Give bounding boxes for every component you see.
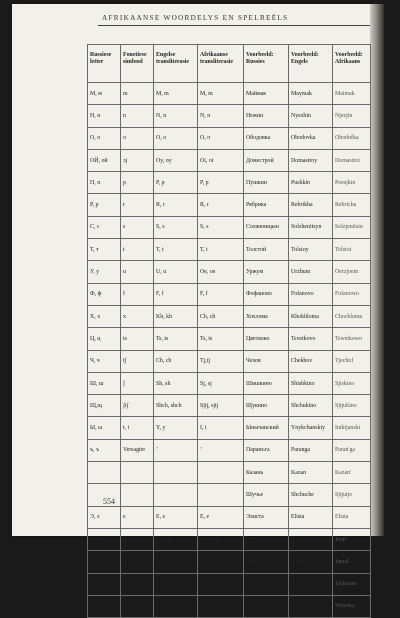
cell-english-transliteration: F, f	[154, 283, 198, 305]
table-row	[88, 239, 371, 261]
cell-example-russian: Фофаново	[244, 283, 289, 305]
cell-example-afrikaans: Jamal	[333, 551, 371, 573]
cell-russian-letter: О, о	[88, 127, 121, 149]
cell-example-afrikaans: Fofanowo	[333, 283, 371, 305]
cell-afrikaans-transliteration: Ja, ja	[198, 551, 244, 573]
cell-example-russian: Шишкино	[244, 372, 289, 394]
cell-russian-letter: ОЙ, ой	[88, 149, 121, 171]
cell-english-transliteration: ʼ	[154, 439, 198, 461]
cell-example-russian: Рябрика	[244, 194, 289, 216]
cell-afrikaans-transliteration: M, m	[198, 83, 244, 105]
cell-example-afrikaans: Joeri	[333, 528, 371, 550]
cell-example-russian: Щукино	[244, 395, 289, 417]
cell-example-russian: Ынычанский	[244, 417, 289, 439]
cell-example-afrikaans: Chochloma	[333, 305, 371, 327]
cell-example-russian: Солженицын	[244, 216, 289, 238]
table-row	[88, 172, 371, 194]
cell-english-transliteration: Oy, oy	[154, 149, 198, 171]
cell-example-afrikaans: Tjechof	[333, 350, 371, 372]
cell-example-russian: Ободовка	[244, 127, 289, 149]
cell-example-english: Khokhloma	[289, 305, 333, 327]
table-row	[88, 305, 371, 327]
cell-english-transliteration: Kh, kh	[154, 305, 198, 327]
cell-example-english: Fofanovo	[289, 283, 333, 305]
cell-phonetic-symbol: o	[121, 127, 154, 149]
cell-phonetic-symbol: ju	[121, 528, 154, 550]
table-row	[88, 417, 371, 439]
cell-phonetic-symbol: n	[121, 105, 154, 127]
cell-example-english: Tolstoy	[289, 239, 333, 261]
cell-russian-letter: Р, р	[88, 194, 121, 216]
cell-example-afrikaans: Oerzjoem	[333, 261, 371, 283]
cell-example-russian: Чехов	[244, 350, 289, 372]
cell-afrikaans-transliteration: Oe, oe	[198, 261, 244, 283]
cell-phonetic-symbol: p	[121, 172, 154, 194]
cell-english-transliteration: O, o	[154, 127, 198, 149]
table-row	[88, 328, 371, 350]
cell-russian-letter	[88, 573, 121, 595]
cell-example-english: Rebrikha	[289, 194, 333, 216]
cell-example-afrikaans: Paran'ga	[333, 439, 371, 461]
cell-example-russian: Нежин	[244, 105, 289, 127]
cell-english-transliteration: R, r	[154, 194, 198, 216]
cell-example-english: Yuri	[289, 528, 333, 550]
cell-english-transliteration: P, p	[154, 172, 198, 194]
cell-example-russian: Доместрой	[244, 149, 289, 171]
cell-phonetic-symbol	[121, 595, 154, 617]
cell-example-afrikaans: Poesjkin	[333, 172, 371, 194]
cell-example-english: Shchuche	[289, 484, 333, 506]
column-header-afrikaans-transliteration: Afrikaanse transliterasie	[198, 45, 244, 83]
table-row	[88, 462, 371, 484]
cell-afrikaans-transliteration	[198, 462, 244, 484]
cell-english-transliteration: Yu, yu	[154, 528, 198, 550]
cell-phonetic-symbol: u	[121, 261, 154, 283]
table-row	[88, 127, 371, 149]
table-row	[88, 261, 371, 283]
cell-afrikaans-transliteration	[198, 573, 244, 595]
cell-russian-letter: Ц, ц	[88, 328, 121, 350]
cell-afrikaans-transliteration: Ts, ts	[198, 328, 244, 350]
cell-afrikaans-transliteration	[198, 595, 244, 617]
cell-russian-letter: Ф, ф	[88, 283, 121, 305]
cell-example-english: Tsvetkovo	[289, 328, 333, 350]
cell-example-english: Nyezhin	[289, 105, 333, 127]
cell-english-transliteration	[154, 484, 198, 506]
cell-example-afrikaans: Kazan'	[333, 462, 371, 484]
cell-phonetic-symbol	[121, 462, 154, 484]
cell-russian-letter: М, м	[88, 83, 121, 105]
cell-example-english: Obodovka	[289, 127, 333, 149]
cell-example-english: Ynykchanskiy	[289, 417, 333, 439]
cell-russian-letter: Я, я	[88, 551, 121, 573]
cell-afrikaans-transliteration: Tj,tj	[198, 350, 244, 372]
cell-english-transliteration: N, n	[154, 105, 198, 127]
cell-russian-letter	[88, 462, 121, 484]
cell-russian-letter: С, с	[88, 216, 121, 238]
cell-phonetic-symbol: ts	[121, 328, 154, 350]
cell-english-transliteration: S, s	[154, 216, 198, 238]
cell-example-afrikaans: Sjtjutje	[333, 484, 371, 506]
cell-russian-letter: Щ,щ	[88, 395, 121, 417]
table-row	[88, 283, 371, 305]
cell-english-transliteration: Sh, sh	[154, 372, 198, 394]
cell-phonetic-symbol: e	[121, 506, 154, 528]
column-header-example-afrikaans: Voorbeeld: Afrikaans	[333, 45, 371, 83]
table-row	[88, 350, 371, 372]
table-row	[88, 216, 371, 238]
cell-example-russian: Пушкин	[244, 172, 289, 194]
cell-afrikaans-transliteration: Ch, ch	[198, 305, 244, 327]
cell-english-transliteration: Ts, ts	[154, 328, 198, 350]
cell-example-afrikaans: Jazjawan	[333, 573, 371, 595]
cell-afrikaans-transliteration: T, t	[198, 239, 244, 261]
cell-phonetic-symbol: ja	[121, 551, 154, 573]
cell-phonetic-symbol: s	[121, 216, 154, 238]
table-row	[88, 395, 371, 417]
cell-phonetic-symbol: tʃ	[121, 350, 154, 372]
cell-afrikaans-transliteration: Sjtj, sjtj	[198, 395, 244, 417]
cell-afrikaans-transliteration	[198, 484, 244, 506]
cell-example-russian: Юри	[244, 528, 289, 550]
cell-example-afrikaans: Elista	[333, 506, 371, 528]
cell-example-afrikaans: Obodofka	[333, 127, 371, 149]
cell-example-afrikaans: Maimak	[333, 83, 371, 105]
cell-example-russian: Вязьма	[244, 595, 289, 617]
cell-afrikaans-transliteration: F, f	[198, 283, 244, 305]
cell-example-english: Paranga	[289, 439, 333, 461]
cell-russian-letter	[88, 595, 121, 617]
cell-phonetic-symbol: ʃ	[121, 372, 154, 394]
cell-russian-letter: Ш, ш	[88, 372, 121, 394]
table-row	[88, 439, 371, 461]
cell-example-afrikaans: Tolstoi	[333, 239, 371, 261]
cell-example-english: Shchukino	[289, 395, 333, 417]
cell-example-afrikaans: Sjiskino	[333, 372, 371, 394]
cell-russian-letter: Т, т	[88, 239, 121, 261]
cell-russian-letter: Х, х	[88, 305, 121, 327]
cell-phonetic-symbol	[121, 573, 154, 595]
cell-english-transliteration: E, e	[154, 506, 198, 528]
column-header-english-transliteration: Engelse transliterasie	[154, 45, 198, 83]
cell-example-english: Shishkino	[289, 372, 333, 394]
cell-phonetic-symbol: m	[121, 83, 154, 105]
cell-afrikaans-transliteration: E, e	[198, 506, 244, 528]
table-row	[88, 149, 371, 171]
cell-english-transliteration: T, t	[154, 239, 198, 261]
cell-example-english: Urzhum	[289, 261, 333, 283]
cell-example-afrikaans: Wjazma	[333, 595, 371, 617]
cell-phonetic-symbol: t	[121, 239, 154, 261]
cell-example-afrikaans: Domastroi	[333, 149, 371, 171]
table-row	[88, 105, 371, 127]
cell-phonetic-symbol: x	[121, 305, 154, 327]
cell-english-transliteration: Ya, ya	[154, 551, 198, 573]
cell-example-afrikaans: Njezjin	[333, 105, 371, 127]
cell-phonetic-symbol: Versagter	[121, 439, 154, 461]
column-header-example-russian: Voorbeeld: Russies	[244, 45, 289, 83]
page-number: 554	[103, 497, 115, 506]
cell-example-russian: Элиста	[244, 506, 289, 528]
table-row	[88, 194, 371, 216]
cell-russian-letter: Ю, ю	[88, 528, 121, 550]
cell-phonetic-symbol: f	[121, 283, 154, 305]
cell-example-russian: Шучье	[244, 484, 289, 506]
cell-english-transliteration	[154, 595, 198, 617]
cell-afrikaans-transliteration: N, n	[198, 105, 244, 127]
cell-afrikaans-transliteration: Oi, oi	[198, 149, 244, 171]
cell-example-english: Vyazma	[289, 595, 333, 617]
header-rule	[98, 25, 382, 26]
cell-afrikaans-transliteration: O, o	[198, 127, 244, 149]
table-row	[88, 372, 371, 394]
cell-example-russian: Паранъга	[244, 439, 289, 461]
cell-english-transliteration: Ch, ch	[154, 350, 198, 372]
cell-example-english: Yazyavan	[289, 573, 333, 595]
cell-example-russian: Цветково	[244, 328, 289, 350]
cell-afrikaans-transliteration: I, i	[198, 417, 244, 439]
cell-example-english: Maymak	[289, 83, 333, 105]
cell-example-russian: Маймак	[244, 83, 289, 105]
table-row	[88, 506, 371, 528]
cell-russian-letter: Ы, ы	[88, 417, 121, 439]
cell-phonetic-symbol	[121, 484, 154, 506]
cell-example-afrikaans: Rebricha	[333, 194, 371, 216]
cell-example-english: Yamal	[289, 551, 333, 573]
cell-example-english: Solzhenitsyn	[289, 216, 333, 238]
cell-russian-letter: Э, э	[88, 506, 121, 528]
cell-example-english: Domastroy	[289, 149, 333, 171]
cell-english-transliteration: Shch, shch	[154, 395, 198, 417]
table-row	[88, 484, 371, 506]
cell-russian-letter	[88, 484, 121, 506]
cell-afrikaans-transliteration: R, r	[198, 194, 244, 216]
cell-example-russian: Хохлома	[244, 305, 289, 327]
cell-example-russian: Толстой	[244, 239, 289, 261]
cell-english-transliteration: U, u	[154, 261, 198, 283]
cell-russian-letter: Н, н	[88, 105, 121, 127]
cell-example-russian: Уржум	[244, 261, 289, 283]
table-header-row	[88, 45, 371, 83]
table-row	[88, 551, 371, 573]
cell-afrikaans-transliteration: S, s	[198, 216, 244, 238]
running-header: AFRIKAANSE WOORDELYS EN SPELREËLS	[102, 14, 289, 22]
cell-afrikaans-transliteration: Joe, joe	[198, 528, 244, 550]
cell-example-russian: Казань	[244, 462, 289, 484]
cell-example-afrikaans: Iniktjanski	[333, 417, 371, 439]
cell-russian-letter: П, п	[88, 172, 121, 194]
cell-russian-letter: ъ, ъ	[88, 439, 121, 461]
cell-english-transliteration	[154, 462, 198, 484]
transliteration-table	[87, 44, 371, 618]
cell-example-afrikaans: Sjtjukino	[333, 395, 371, 417]
cell-example-english: Pushkin	[289, 172, 333, 194]
cell-example-russian: Ямал	[244, 551, 289, 573]
cell-example-afrikaans: Tswetkowo	[333, 328, 371, 350]
table-row	[88, 83, 371, 105]
cell-english-transliteration	[154, 573, 198, 595]
column-header-russian-letter: Russiese letter	[88, 45, 121, 83]
table-row	[88, 573, 371, 595]
column-header-example-english: Voorbeeld: Engels	[289, 45, 333, 83]
cell-afrikaans-transliteration: Sj, sj	[198, 372, 244, 394]
cell-afrikaans-transliteration: P, p	[198, 172, 244, 194]
column-header-phonetic-symbol: Fonetiese simbool	[121, 45, 154, 83]
cell-english-transliteration: Y, y	[154, 417, 198, 439]
cell-russian-letter: Ч, ч	[88, 350, 121, 372]
cell-phonetic-symbol: r	[121, 194, 154, 216]
cell-example-russian: Язъвави	[244, 573, 289, 595]
cell-afrikaans-transliteration: ʼ	[198, 439, 244, 461]
cell-example-english: Elista	[289, 506, 333, 528]
table-row	[88, 595, 371, 617]
book-spine	[370, 4, 384, 536]
cell-example-english: Chekhov	[289, 350, 333, 372]
cell-phonetic-symbol: ɨ, i	[121, 417, 154, 439]
cell-example-afrikaans: Solzjenitsin	[333, 216, 371, 238]
cell-russian-letter: У, у	[88, 261, 121, 283]
cell-english-transliteration: M, m	[154, 83, 198, 105]
cell-phonetic-symbol: ɔj	[121, 149, 154, 171]
cell-example-english: Kazan	[289, 462, 333, 484]
cell-phonetic-symbol: ʃtʃ	[121, 395, 154, 417]
table-row	[88, 528, 371, 550]
